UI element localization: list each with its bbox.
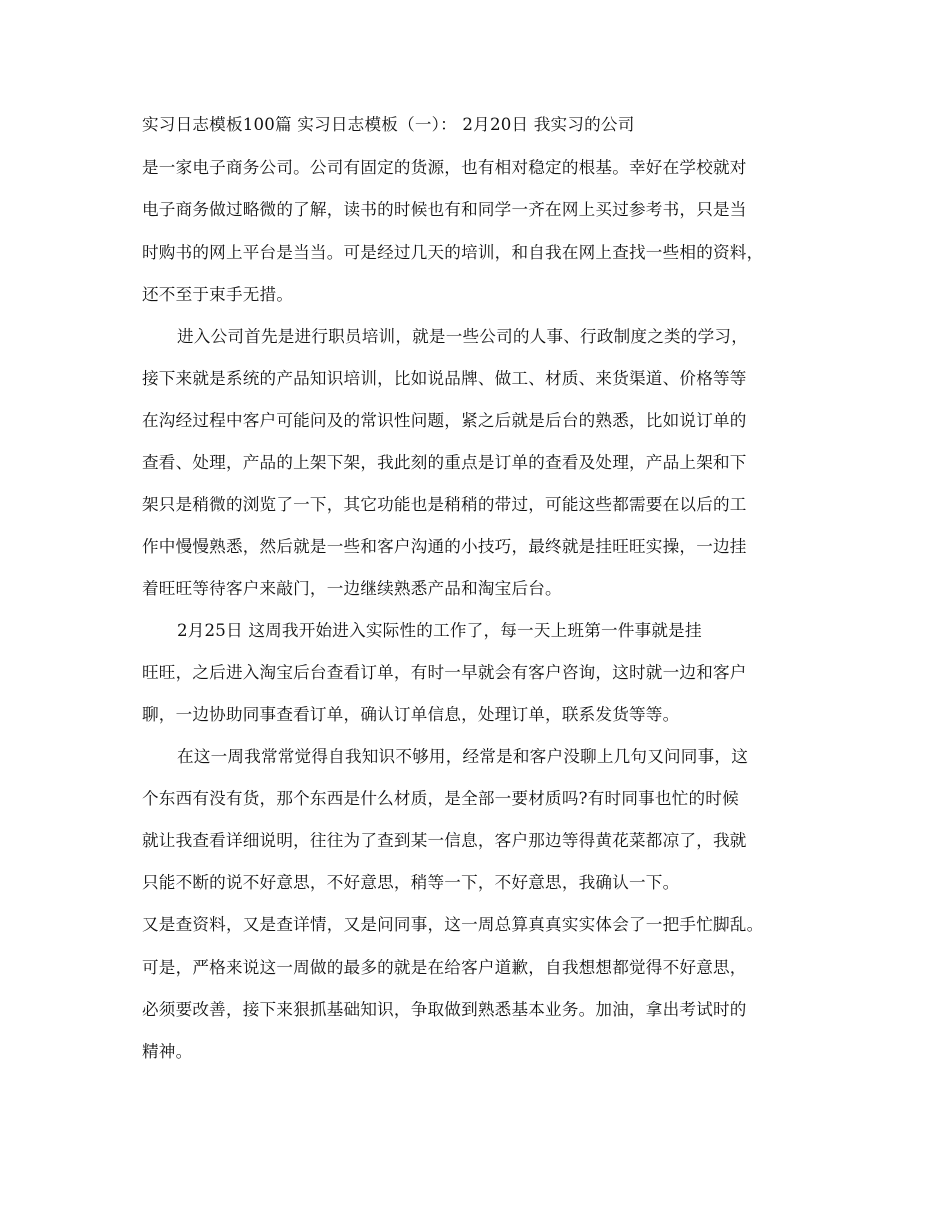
text-line: 是一家电子商务公司。公司有固定的货源，也有相对稳定的根基。幸好在学校就对 [142,158,747,177]
text-line: 时购书的网上平台是当当。可是经过几天的培训，和自我在网上查找一些相的资料， [142,243,764,262]
text-line: 架只是稍微的浏览了一下，其它功能也是稍稍的带过，可能这些都需要在以后的工 [142,495,747,514]
text-line: 必须要改善，接下来狠抓基础知识，争取做到熟悉基本业务。加油，拿出考试时的 [142,1000,747,1019]
text-line: 作中慢慢熟悉，然后就是一些和客户沟通的小技巧，最终就是挂旺旺实操，一边挂 [142,537,747,556]
text-line: 可是，严格来说这一周做的最多的就是在给客户道歉，自我想想都觉得不好意思， [142,958,747,977]
text-line: 进入公司首先是进行职员培训，就是一些公司的人事、行政制度之类的学习， [177,327,748,346]
text-line: 旺旺，之后进入淘宝后台查看订单，有时一早就会有客户咨询，这时就一边和客户 [142,663,747,682]
text-line: 接下来就是系统的产品知识培训，比如说品牌、做工、材质、来货渠道、价格等等 [142,369,747,388]
text-line: 个东西有没有货，那个东西是什么材质，是全部一要材质吗?有时同事也忙的时候 [142,789,739,808]
text-line: 查看、处理，产品的上架下架，我此刻的重点是订单的查看及处理，产品上架和下 [142,453,747,472]
text-line: 聊，一边协助同事查看订单，确认订单信息，处理订单，联系发货等等。 [142,705,680,724]
text-line: 就让我查看详细说明，往往为了查到某一信息，客户那边等得黄花菜都凉了，我就 [142,831,747,850]
text-line: 在沟经过程中客户可能问及的常识性问题，紧之后就是后台的熟悉，比如说订单的 [142,411,747,430]
text-line: 着旺旺等待客户来敲门，一边继续熟悉产品和淘宝后台。 [142,579,562,598]
text-line: 精神。 [142,1042,193,1061]
text-line: 实习日志模板100篇 实习日志模板（一）： 2月20日 我实习的公司 [142,115,635,134]
text-line: 只能不断的说不好意思，不好意思，稍等一下，不好意思，我确认一下。 [142,873,680,892]
text-line: 在这一周我常常觉得自我知识不够用，经常是和客户没聊上几句又问同事，这 [177,747,748,766]
text-line: 还不至于束手无措。 [142,285,294,304]
text-line: 电子商务做过略微的了解，读书的时候也有和同学一齐在网上买过参考书，只是当 [142,200,747,219]
text-line: 2月25日 这周我开始进入实际性的工作了，每一天上班第一件事就是挂 [177,621,702,640]
text-line: 又是查资料，又是查详情，又是问同事，这一周总算真真实实体会了一把手忙脚乱。 [142,915,764,934]
